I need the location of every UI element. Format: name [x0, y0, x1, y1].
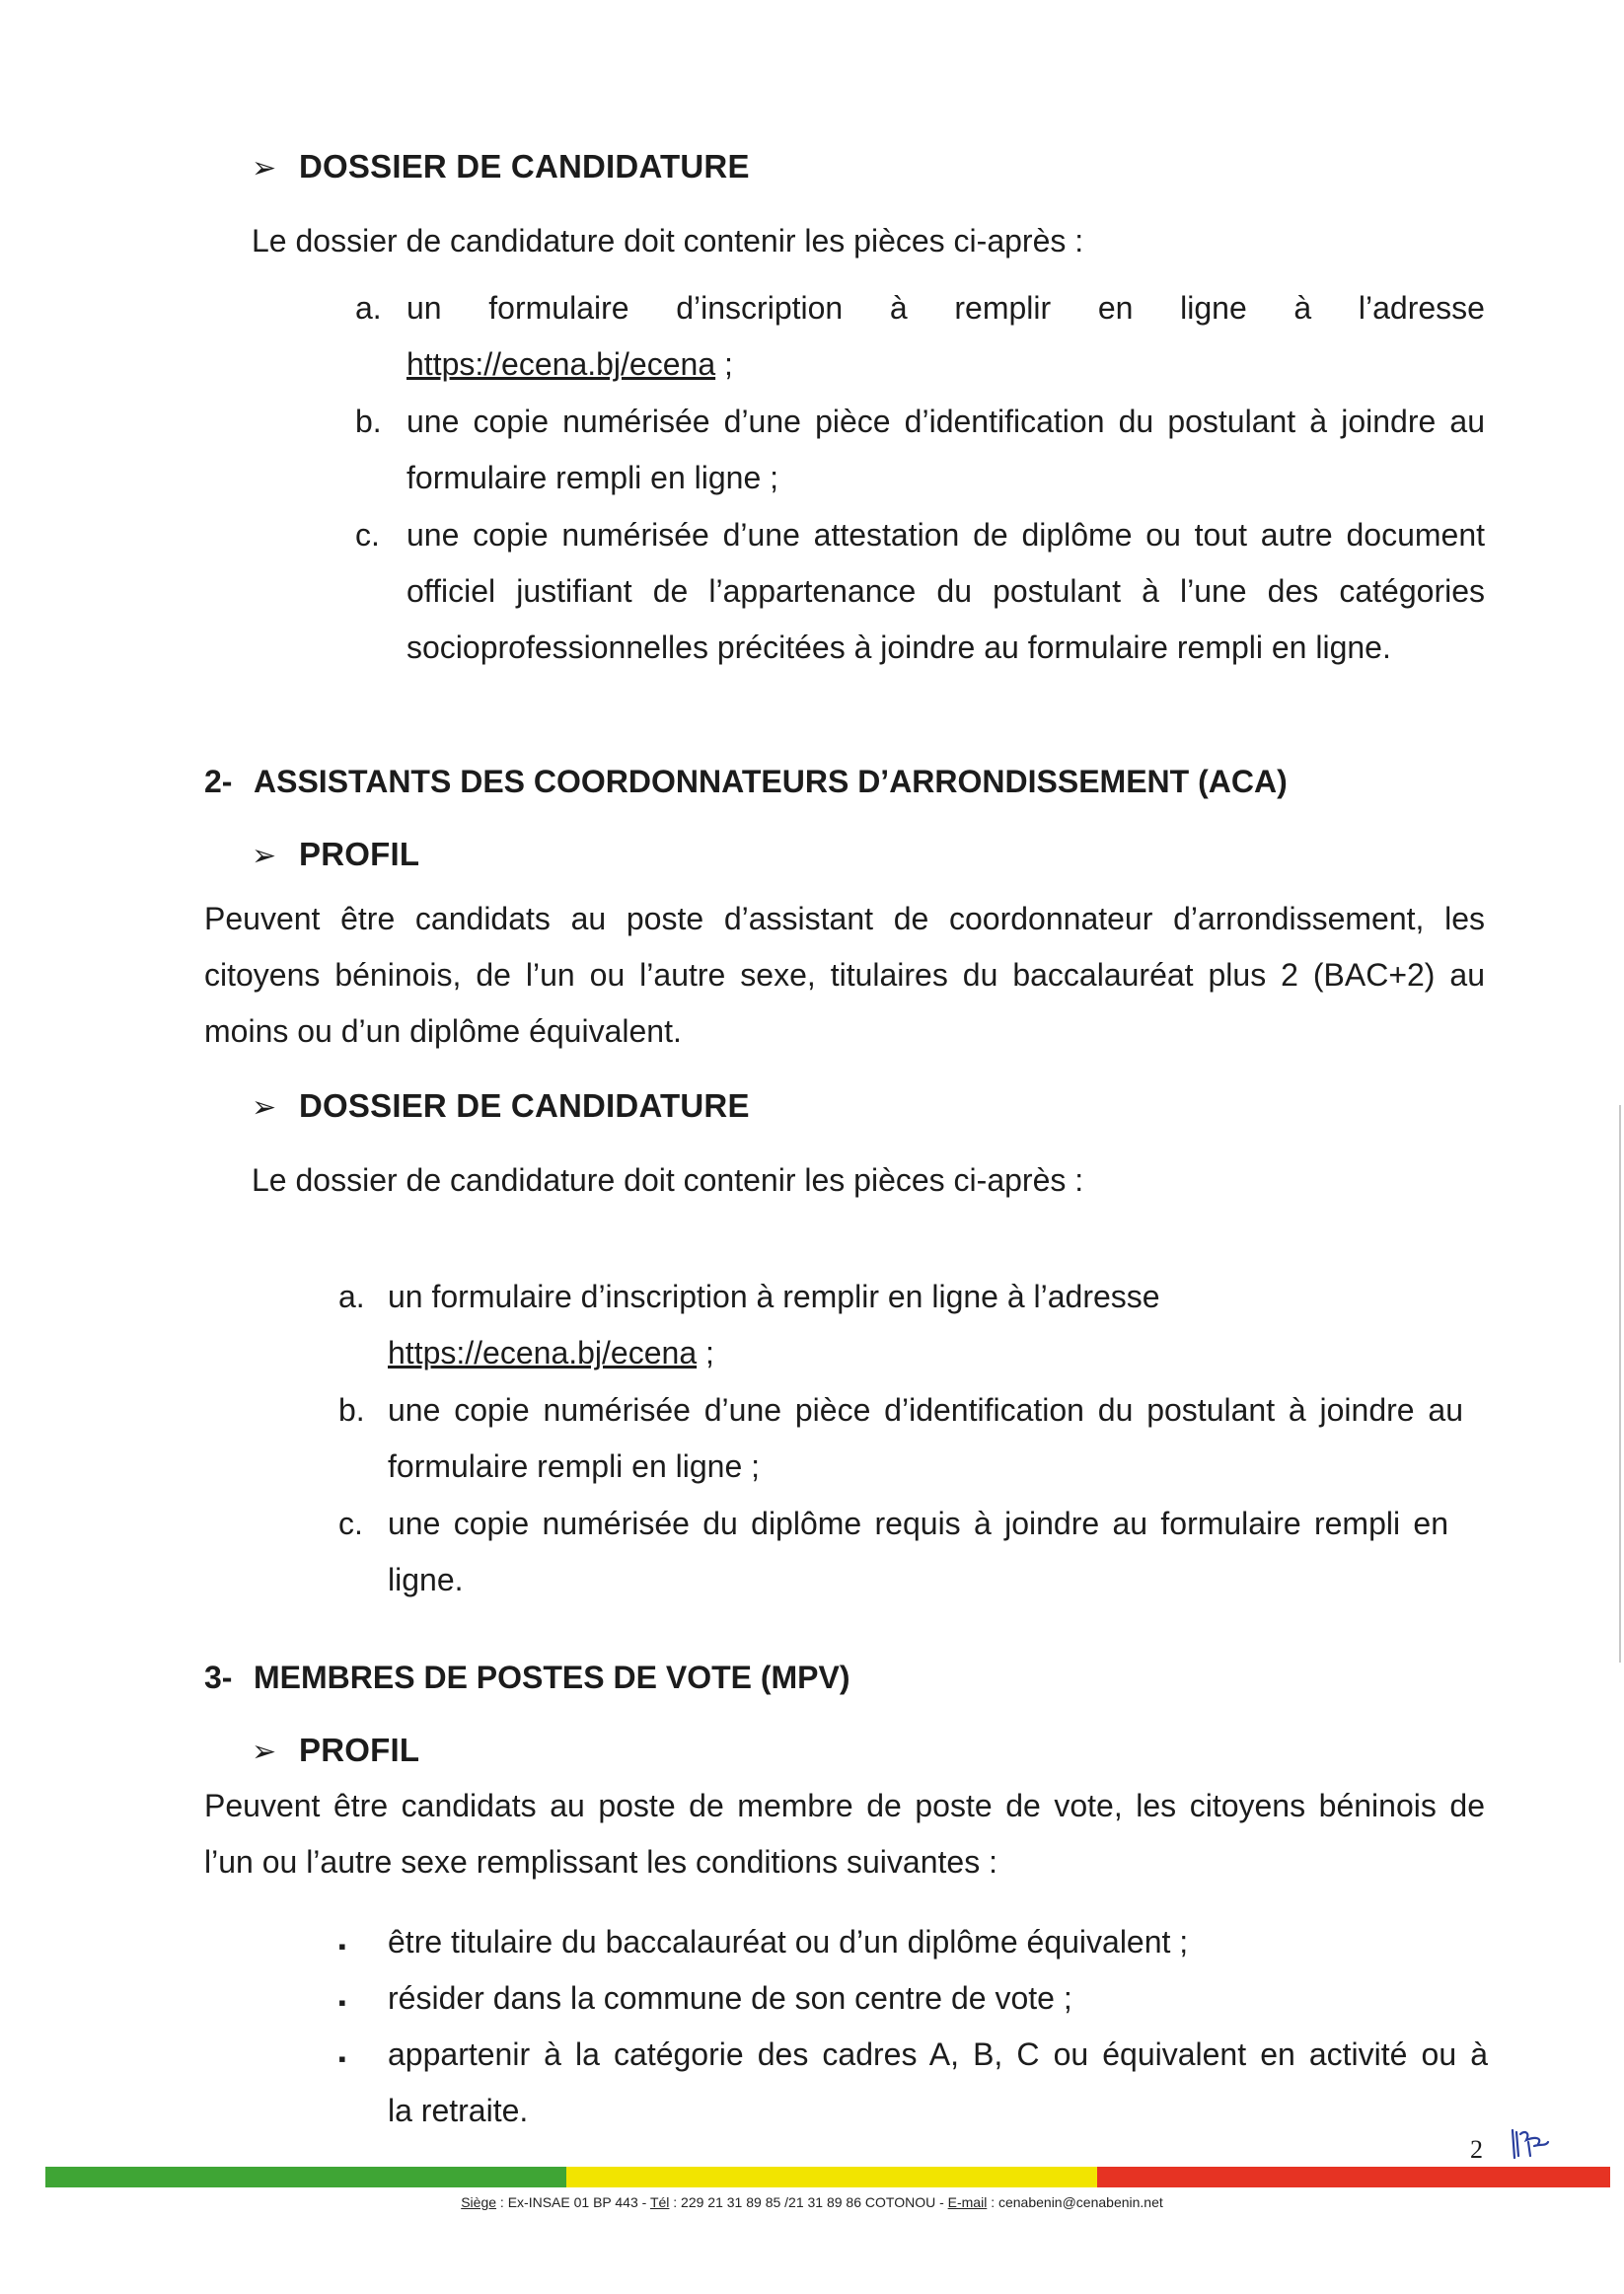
item-a-line2: https://ecena.bj/ecena ; — [388, 1335, 714, 1370]
list-marker: b. — [338, 1392, 365, 1428]
item-a-line2: https://ecena.bj/ecena ; — [406, 346, 733, 382]
list-marker: a. — [338, 1279, 365, 1314]
list-marker: a. — [355, 290, 382, 326]
arrow-icon: ➢ — [252, 152, 277, 185]
dossier-intro-2: Le dossier de candidature doit contenir les pièces ci-après : — [252, 1162, 1084, 1198]
profil-heading-2: ➢ PROFIL — [252, 836, 420, 872]
dossier-heading-2: ➢ DOSSIER DE CANDIDATURE — [252, 1087, 750, 1124]
scan-edge-line — [1619, 1105, 1621, 1663]
profil-heading-3: ➢ PROFIL — [252, 1732, 420, 1768]
list-marker: c. — [355, 517, 380, 553]
item-b-line1: une copie numérisée d’une pièce d’identification du postulant à joindre au — [388, 1392, 1463, 1428]
bullet-3-line2: la retraite. — [388, 2093, 529, 2128]
dossier-heading-1: ➢ DOSSIER DE CANDIDATURE — [252, 148, 750, 185]
list-marker: c. — [338, 1506, 363, 1541]
item-c-line1: une copie numérisée d’une attestation de diplôme ou tout autre document — [406, 517, 1485, 553]
item-c-line2: ligne. — [388, 1562, 464, 1597]
item-a-line1: un formulaire d’inscription à remplir en ligne à l’adresse — [388, 1279, 1160, 1314]
list-marker: b. — [355, 404, 382, 439]
flag-bar-green — [45, 2167, 566, 2187]
square-bullet-icon: ▪ — [338, 1934, 346, 1959]
section-3-heading: 3- MEMBRES DE POSTES DE VOTE (MPV) — [204, 1660, 850, 1695]
handwritten-initials — [1507, 2126, 1551, 2162]
ecena-link[interactable]: https://ecena.bj/ecena — [388, 1335, 698, 1370]
item-c-line3: socioprofessionnelles précitées à joindre au formulaire rempli en ligne. — [406, 629, 1391, 665]
item-c-line2: officiel justifiant de l’appartenance du postulant à l’une des catégories — [406, 573, 1485, 609]
arrow-icon: ➢ — [252, 1736, 277, 1768]
dossier-intro-1: Le dossier de candidature doit contenir les pièces ci-après : — [252, 223, 1084, 259]
page-number: 2 — [1470, 2135, 1483, 2164]
square-bullet-icon: ▪ — [338, 2046, 346, 2071]
section-2-heading: 2- ASSISTANTS DES COORDONNATEURS D’ARRONDISSEMENT (ACA) — [204, 764, 1288, 799]
arrow-icon: ➢ — [252, 840, 277, 872]
item-b-line1: une copie numérisée d’une pièce d’identification du postulant à joindre au — [406, 404, 1485, 439]
footer-contact: Siège : Ex-INSAE 01 BP 443 - Tél : 229 21 31 89 85 /21 31 89 86 COTONOU - E-mail : cenabenin@cenabenin.net — [461, 2194, 1163, 2210]
bullet-1-text: être titulaire du baccalauréat ou d’un diplôme équivalent ; — [388, 1924, 1189, 1960]
item-a-line1: un formulaire d’inscription à remplir en ligne à l’adresse — [406, 290, 1485, 326]
ecena-link[interactable]: https://ecena.bj/ecena — [406, 346, 716, 382]
profil-paragraph-2: Peuvent être candidats au poste d’assistant de coordonnateur d’arrondissement, les citoyens béninois, de l’un ou l’autre sexe, titulaires du baccalauréat plus 2 (BAC+2) au moins ou d’un diplôme équivalent. — [204, 901, 1485, 1049]
item-b-line2: formulaire rempli en ligne ; — [388, 1448, 761, 1484]
item-c-line1: une copie numérisée du diplôme requis à joindre au formulaire rempli en — [388, 1506, 1448, 1541]
profil-paragraph-3: Peuvent être candidats au poste de membre de poste de vote, les citoyens béninois de l’un ou l’autre sexe remplissant les conditions suivantes : — [204, 1788, 1485, 1880]
bullet-2-text: résider dans la commune de son centre de vote ; — [388, 1980, 1072, 2016]
flag-bar-red — [1097, 2167, 1610, 2187]
item-b-line2: formulaire rempli en ligne ; — [406, 460, 779, 495]
flag-bar-yellow — [566, 2167, 1097, 2187]
bullet-3-line1: appartenir à la catégorie des cadres A, B, C ou équivalent en activité ou à — [388, 2036, 1488, 2072]
square-bullet-icon: ▪ — [338, 1990, 346, 2015]
arrow-icon: ➢ — [252, 1091, 277, 1124]
